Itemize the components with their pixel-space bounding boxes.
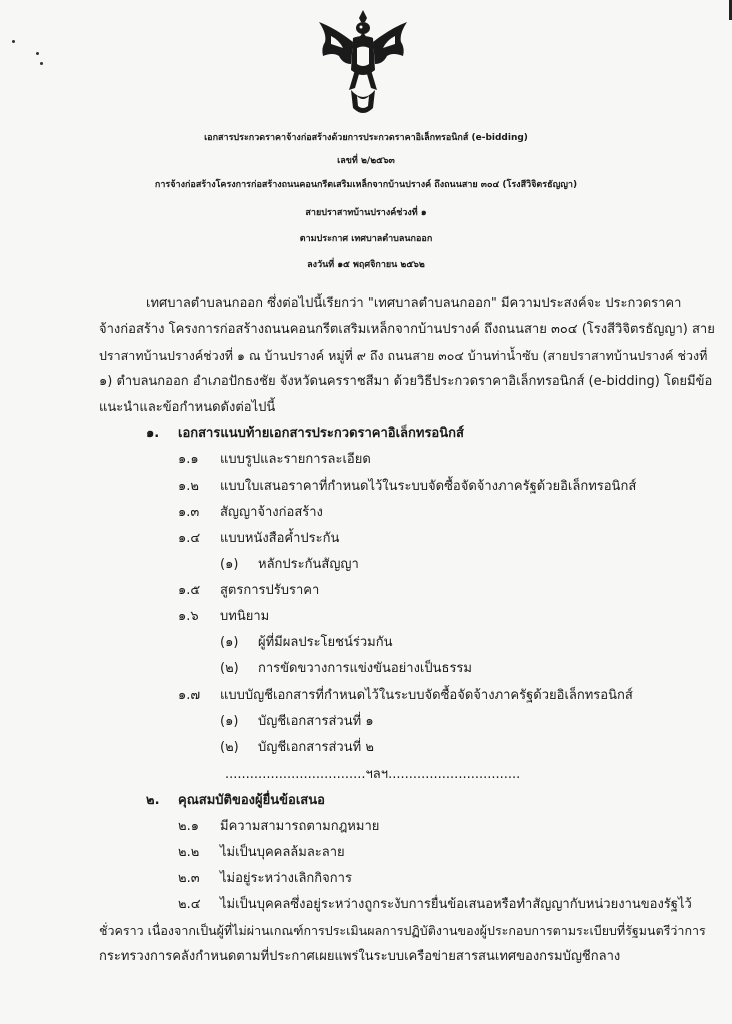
item-text: แบบใบเสนอราคาที่กำหนดไว้ในระบบจัดซื้อจัดจ้างภาครัฐด้วยอิเล็กทรอนิกส์ — [220, 479, 637, 494]
item-number: ๒.๑ — [178, 819, 199, 834]
item-text: บทนิยาม — [220, 609, 270, 624]
item-text: ไม่อยู่ระหว่างเลิกกิจการ — [220, 871, 352, 886]
item-text: สูตรการปรับราคา — [220, 583, 320, 598]
item-text: แบบรูปและรายการละเอียด — [220, 452, 371, 467]
scan-speck — [40, 62, 43, 65]
item-number: ๑.๕ — [178, 583, 201, 598]
item-number: ๑.๔ — [178, 531, 201, 546]
section-number: ๑. — [146, 426, 160, 441]
announcement-date: ลงวันที่ ๑๕ พฤศจิกายน ๒๕๖๒ — [307, 260, 425, 270]
item-number: ๒.๔ — [178, 897, 201, 912]
intro-line: ๑) ตำบลนกออก อำเภอปักธงชัย จังหวัดนครราชสีมา ด้วยวิธีประกวดราคาอิเล็กทรอนิกส์ (e-bidding) โดยมีข้อ — [99, 374, 713, 389]
continuation-line: กระทรวงการคลังกำหนดตามที่ประกาศเผยแพร่ในระบบเครือข่ายสารสนเทศของกรมบัญชีกลาง — [99, 949, 621, 964]
item-text: แบบหนังสือค้ำประกัน — [220, 531, 340, 546]
section-title: คุณสมบัติของผู้ยื่นข้อเสนอ — [178, 793, 325, 808]
intro-line: จ้างก่อสร้าง โครงการก่อสร้างถนนคอนกรีตเสริมเหล็กจากบ้านปรางค์ ถึงถนนสาย ๓๐๔ (โรงสีวิจิตรธัญญา) สาย — [99, 322, 715, 337]
subitem-number: (๑) — [220, 635, 239, 650]
subitem-text: บัญชีเอกสารส่วนที่ ๒ — [258, 740, 374, 755]
etc-line: ..................................ฯลฯ................................ — [225, 767, 521, 782]
subitem-number: (๑) — [220, 557, 239, 572]
item-number: ๑.๖ — [178, 609, 199, 624]
document-number: เลขที่ ๒/๒๕๖๓ — [337, 156, 395, 166]
item-text: สัญญาจ้างก่อสร้าง — [220, 505, 323, 520]
subitem-text: การขัดขวางการแข่งขันอย่างเป็นธรรม — [258, 661, 472, 676]
item-text: ไม่เป็นบุคคลล้มละลาย — [220, 845, 345, 860]
announcement-by: ตามประกาศ เทศบาลตำบลนกออก — [299, 234, 433, 244]
subitem-number: (๒) — [220, 661, 239, 676]
item-number: ๑.๑ — [178, 452, 199, 467]
section-title: เอกสารแนบท้ายเอกสารประกวดราคาอิเล็กทรอนิกส์ — [178, 426, 464, 441]
project-title: การจ้างก่อสร้างโครงการก่อสร้างถนนคอนกรีตเสริมเหล็กจากบ้านปรางค์ ถึงถนนสาย ๓๐๔ (โรงสีวิจิตรธัญญา) — [154, 180, 578, 190]
item-text: แบบบัญชีเอกสารที่กำหนดไว้ในระบบจัดซื้อจัดจ้างภาครัฐด้วยอิเล็กทรอนิกส์ — [220, 688, 633, 703]
item-number: ๑.๒ — [178, 479, 199, 494]
scan-speck — [36, 52, 39, 55]
subitem-text: หลักประกันสัญญา — [258, 557, 359, 572]
item-text: ไม่เป็นบุคคลซึ่งอยู่ระหว่างถูกระงับการยื่นข้อเสนอหรือทำสัญญากับหน่วยงานของรัฐไว้ — [220, 897, 692, 912]
item-number: ๑.๓ — [178, 505, 200, 520]
garuda-emblem-icon — [313, 8, 413, 123]
intro-line: แนะนำและข้อกำหนดดังต่อไปนี้ — [99, 400, 276, 415]
subitem-text: บัญชีเอกสารส่วนที่ ๑ — [258, 714, 374, 729]
subitem-number: (๒) — [220, 740, 239, 755]
intro-line: ปราสาทบ้านปรางค์ช่วงที่ ๑ ณ บ้านปรางค์ หมู่ที่ ๙ ถึง ถนนสาย ๓๐๔ บ้านท่าน้ำซับ (สายปราสาทบ้านปรางค์ ช่วงที่ — [99, 348, 708, 363]
continuation-line: ชั่วคราว เนื่องจากเป็นผู้ที่ไม่ผ่านเกณฑ์การประเมินผลการปฏิบัติงานของผู้ประกอบการตามระเบียบที่รัฐมนตรีว่าการ — [99, 923, 706, 938]
section-number: ๒. — [146, 793, 160, 808]
scan-speck — [12, 40, 15, 43]
subitem-text: ผู้ที่มีผลประโยชน์ร่วมกัน — [258, 635, 393, 650]
document-title: เอกสารประกวดราคาจ้างก่อสร้างด้วยการประกวดราคาอิเล็กทรอนิกส์ (e-bidding) — [204, 133, 528, 143]
item-number: ๑.๗ — [178, 688, 201, 703]
item-text: มีความสามารถตามกฎหมาย — [220, 819, 380, 834]
project-route: สายปราสาทบ้านปรางค์ช่วงที่ ๑ — [305, 208, 427, 218]
subitem-number: (๑) — [220, 714, 239, 729]
item-number: ๒.๓ — [178, 871, 200, 886]
item-number: ๒.๒ — [178, 845, 200, 860]
intro-line: เทศบาลตำบลนกออก ซึ่งต่อไปนี้เรียกว่า "เทศบาลตำบลนกออก" มีความประสงค์จะ ประกวดราคา — [146, 296, 682, 311]
